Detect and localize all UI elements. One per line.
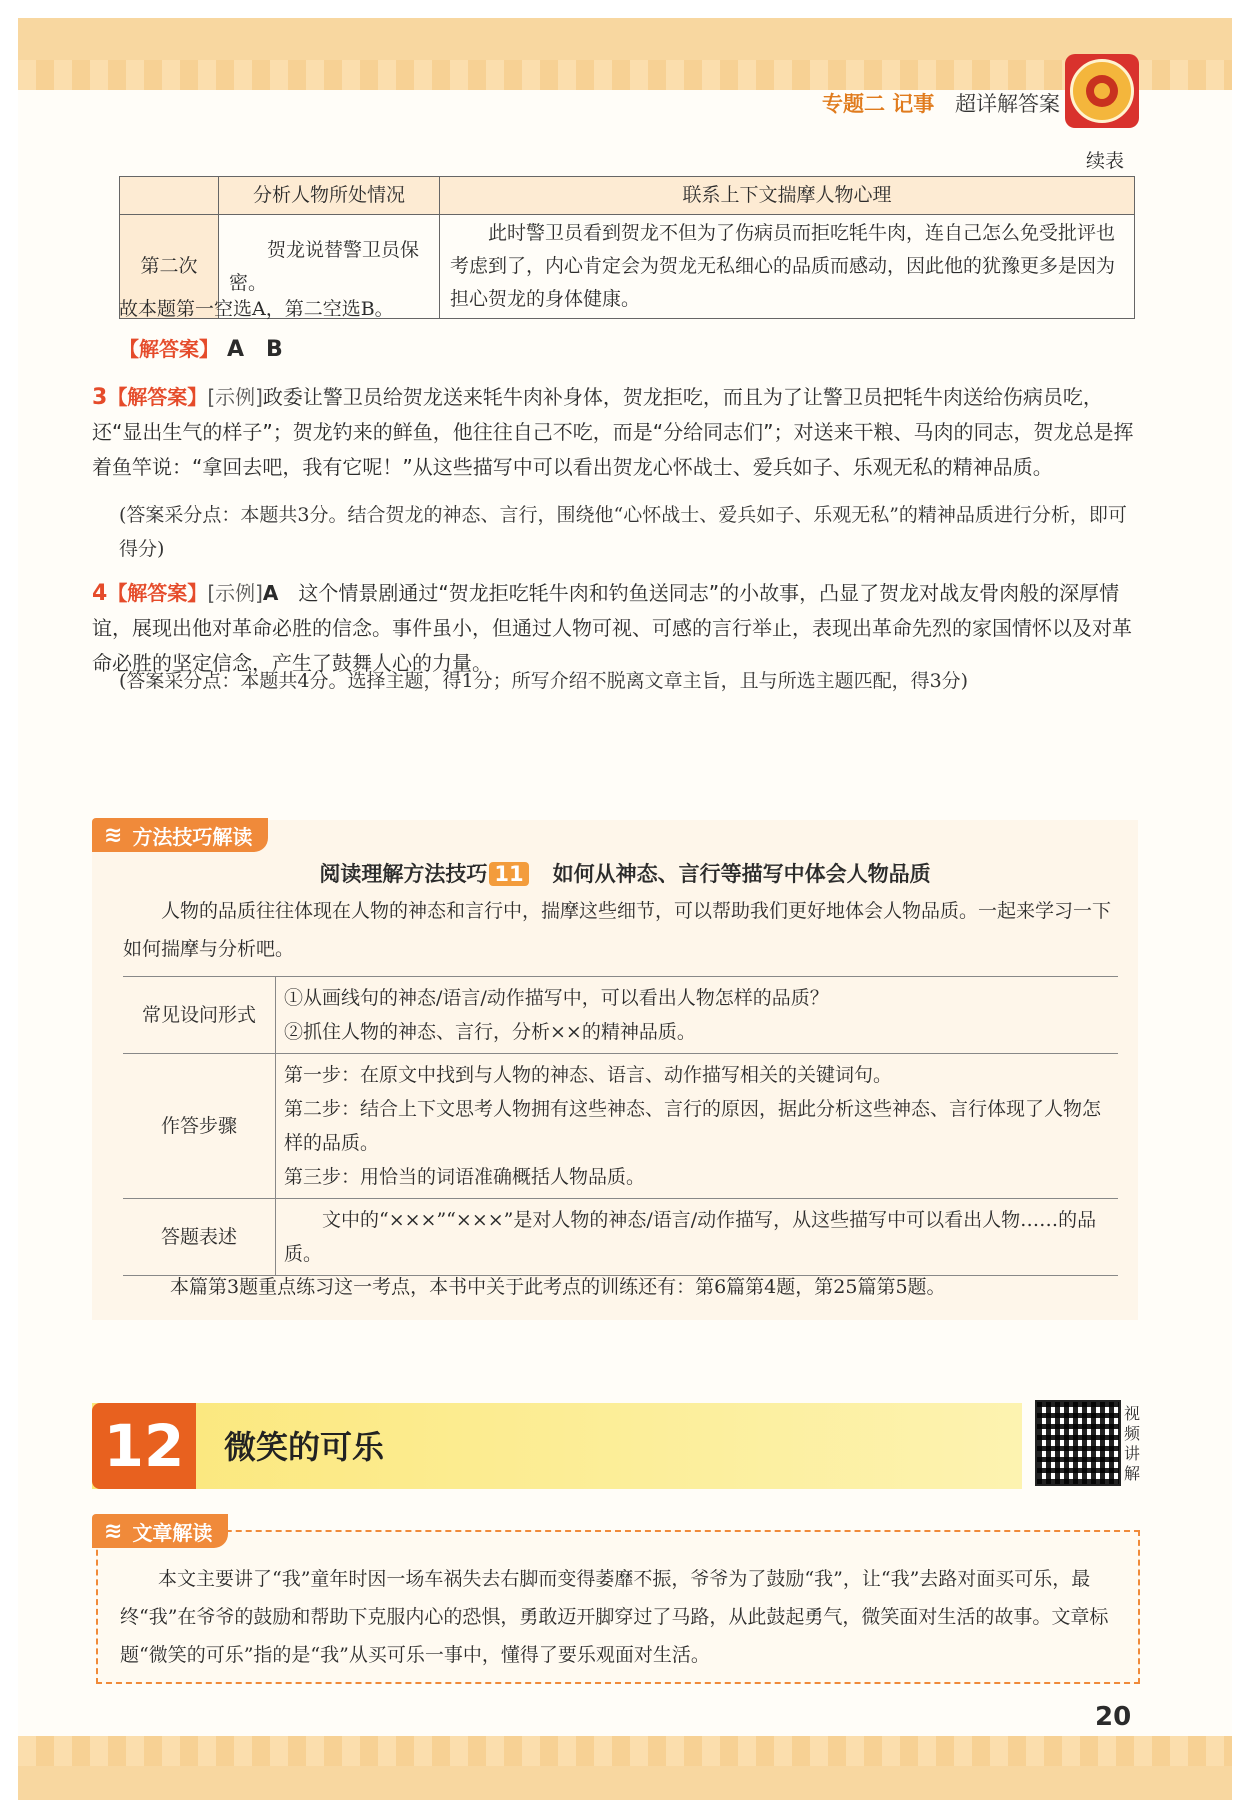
wave-icon: ≋ xyxy=(104,822,123,848)
table-cell: 此时警卫员看到贺龙不但为了伤病员而拒吃牦牛肉，连自己怎么免受批评也考虑到了，内心肯定会为贺龙无私细心的品质而感动，因此他的犹豫更多是因为担心贺龙的身体健康。 xyxy=(440,215,1135,319)
answer-value: A B xyxy=(227,337,283,362)
article-summary-text: 本文主要讲了“我”童年时因一场车祸失去右脚而变得萎靡不振，爷爷为了鼓励“我”，让“我”去路对面买可乐，最终“我”在爷爷的鼓励和帮助下克服内心的恐惧，勇敢迈开脚穿过了马路，从此鼓起勇气，微笑面对生活的故事。文章标题“微笑的可乐”指的是“我”从买可乐一事中，懂得了要乐观面对生活。 xyxy=(120,1568,1109,1666)
table-row xyxy=(123,1054,1118,1199)
method-section-tag xyxy=(92,818,268,852)
row-content xyxy=(276,1199,1119,1276)
answer-text: 这个情景剧通过“贺龙拒吃牦牛肉和钓鱼送同志”的小故事，凸显了贺龙对战友骨肉般的深厚情谊，展现出他对革命必胜的信念。事件虽小，但通过人物可视、可感的言行举止，表现出革命先烈的家国情怀以及对革命必胜的坚定信念，产生了鼓舞人心的力量。 xyxy=(92,581,1132,675)
method-title-prefix: 阅读理解方法技巧 xyxy=(319,862,488,886)
method-table xyxy=(123,976,1118,1276)
method-intro: 人物的品质往往体现在人物的神态和言行中，揣摩这些细节，可以帮助我们更好地体会人物品质。一起来学习一下如何揣摩与分析吧。 xyxy=(123,900,1112,960)
row-line: ①从画线句的神态/语言/动作描写中，可以看出人物怎样的品质？ xyxy=(284,987,829,1009)
row-line: 第三步：用恰当的词语准确概括人物品质。 xyxy=(284,1166,646,1188)
answer-label: 【解答案】 xyxy=(119,337,219,361)
row-label: 作答步骤 xyxy=(123,1054,276,1199)
qr-code-icon[interactable] xyxy=(1035,1400,1121,1486)
method-title xyxy=(0,858,1250,888)
answer-line xyxy=(119,332,1137,367)
question-number: 3 xyxy=(92,385,108,410)
page-header xyxy=(822,88,1060,118)
row-line: 文中的“×××”“×××”是对人物的神态/语言/动作描写，从这些描写中可以看出人物……的品质。 xyxy=(284,1209,1097,1265)
answer-choice: A xyxy=(262,581,279,605)
bottom-decorative-band xyxy=(18,1736,1232,1800)
row-content xyxy=(276,977,1119,1054)
lesson-number: 12 xyxy=(92,1403,196,1489)
section-tag-label: 文章解读 xyxy=(132,1520,213,1545)
qr-label: 视频讲解 xyxy=(1123,1404,1140,1483)
row-content xyxy=(276,1054,1119,1199)
page-number: 20 xyxy=(1095,1702,1132,1732)
section-tag-label: 方法技巧解读 xyxy=(132,824,253,849)
method-number-badge: 11 xyxy=(489,862,528,886)
row-line: 第二步：结合上下文思考人物拥有这些神态、言行的原因，据此分析这些神态、言行体现了人物怎样的品质。 xyxy=(284,1098,1102,1154)
row-line: 第一步：在原文中找到与人物的神态、语言、动作描写相关的关键词句。 xyxy=(284,1064,893,1086)
example-tag: [示例] xyxy=(207,581,263,605)
question-3 xyxy=(92,380,1138,485)
table-header-cell xyxy=(120,177,219,215)
row-label: 答题表述 xyxy=(123,1199,276,1276)
scoring-note: (答案采分点：本题共3分。结合贺龙的神态、言行，围绕他“心怀战士、爱兵如子、乐观无私”的精神品质进行分析，即可得分) xyxy=(119,504,1127,560)
table-row xyxy=(123,977,1118,1054)
scoring-note: (答案采分点：本题共4分。选择主题，得1分；所写介绍不脱离文章主旨，且与所选主题匹配，得3分) xyxy=(119,670,969,692)
top-decorative-band xyxy=(18,18,1232,90)
table-row xyxy=(123,1199,1118,1276)
method-title-main: 如何从神态、言行等描写中体会人物品质 xyxy=(552,862,931,886)
table-header-cell: 分析人物所处情况 xyxy=(219,177,440,215)
table-cell: 贺龙说替警卫员保密。 xyxy=(219,215,440,319)
continued-label: 续表 xyxy=(1086,150,1125,172)
wave-icon: ≋ xyxy=(104,1518,123,1544)
row-line: ②抓住人物的神态、言行，分析××的精神品质。 xyxy=(284,1021,696,1043)
topic-label: 专题二 记事 xyxy=(822,92,935,116)
logo-emblem-icon xyxy=(1070,59,1134,123)
row-label: 常见设问形式 xyxy=(123,977,276,1054)
brand-logo xyxy=(1065,54,1139,128)
answer-label: 【解答案】 xyxy=(107,581,208,605)
answer-label: 【解答案】 xyxy=(107,385,208,409)
example-tag: [示例] xyxy=(207,385,263,409)
table-header-cell: 联系上下文揣摩人物心理 xyxy=(440,177,1135,215)
table-header-row xyxy=(120,177,1135,215)
method-footer: 本篇第3题重点练习这一考点，本书中关于此考点的训练还有：第6篇第4题，第25篇第5题。 xyxy=(170,1276,946,1298)
question-number: 4 xyxy=(92,581,108,606)
answer-tag: 超详解答案 xyxy=(955,92,1060,116)
table-cell: 第二次 xyxy=(120,215,219,319)
lesson-title: 微笑的可乐 xyxy=(224,1428,385,1466)
article-section-tag xyxy=(92,1514,228,1548)
answer-text: 政委让警卫员给贺龙送来牦牛肉补身体，贺龙拒吃，而且为了让警卫员把牦牛肉送给伤病员吃，还“显出生气的样子”；贺龙钓来的鲜鱼，他往往自己不吃，而是“分给同志们”；对送来干粮、马肉的同志，贺龙总是挥着鱼竿说：“拿回去吧，我有它呢！”从这些描写中可以看出贺龙心怀战士、爱兵如子、乐观无私的精神品质。 xyxy=(92,385,1134,479)
conclusion-text: 故本题第一空选A，第二空选B。 xyxy=(119,298,394,320)
